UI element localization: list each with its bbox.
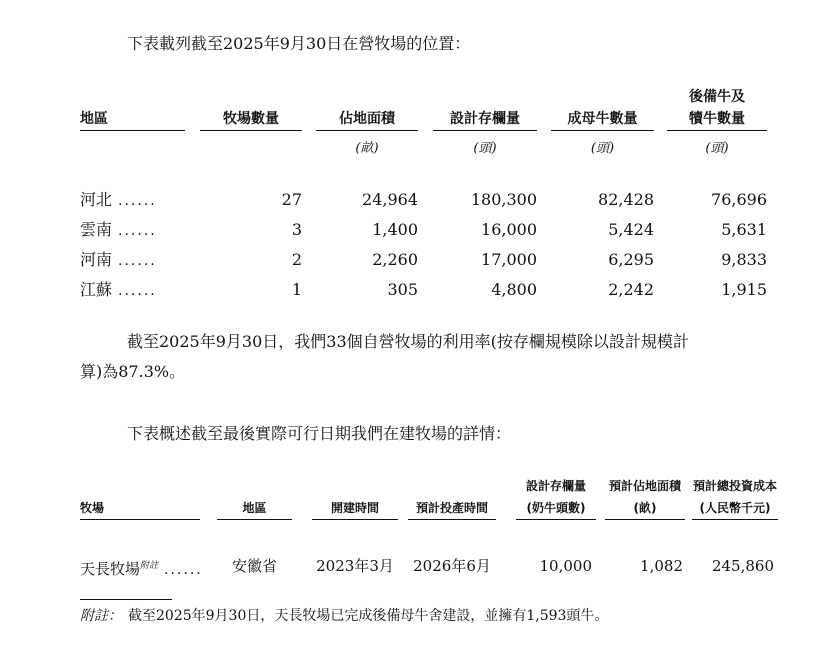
row-heifers: 9,833 bbox=[721, 250, 767, 269]
header-rule bbox=[667, 130, 767, 131]
header-rule bbox=[605, 519, 685, 520]
header-rule bbox=[516, 519, 596, 520]
header-rule bbox=[551, 130, 654, 131]
unit-heifers: (頭) bbox=[705, 141, 729, 156]
table-row bbox=[0, 245, 830, 275]
leader-dots: ...... bbox=[118, 253, 157, 269]
header-rule bbox=[80, 519, 200, 520]
row-region: 江蘇 bbox=[80, 280, 113, 299]
row-capacity: 16,000 bbox=[481, 220, 537, 239]
row-region: 河南 bbox=[80, 250, 113, 269]
header-area: 佔地面積 bbox=[339, 111, 395, 127]
row-area: 24,964 bbox=[362, 190, 418, 209]
footnote-text: 截至2025年9月30日，天長牧場已完成後備母牛舍建設，並擁有1,593頭牛。 bbox=[128, 608, 609, 624]
row-cows: 82,428 bbox=[598, 190, 654, 209]
header-operation: 預計投產時間 bbox=[415, 501, 488, 515]
header-farm-count: 牧場數量 bbox=[223, 111, 279, 127]
header-investment-line1: 預計總投資成本 bbox=[692, 479, 777, 493]
header-area-line2: (畝) bbox=[633, 501, 657, 515]
header-heifers-line2: 犢牛數量 bbox=[689, 111, 745, 127]
unit-cows: (頭) bbox=[590, 141, 615, 156]
header-start: 開建時間 bbox=[330, 501, 379, 515]
row-region: 安徽省 bbox=[231, 557, 277, 575]
table-row bbox=[80, 552, 203, 584]
header-farm: 牧場 bbox=[80, 501, 105, 515]
leader-dots: ...... bbox=[118, 283, 157, 299]
row-capacity: 10,000 bbox=[539, 557, 592, 575]
row-farm-count: 27 bbox=[281, 190, 302, 209]
row-cows: 2,242 bbox=[608, 280, 654, 299]
leader-dots: ...... bbox=[164, 562, 203, 578]
header-cows: 成母牛數量 bbox=[567, 111, 638, 127]
row-region: 雲南 bbox=[80, 220, 113, 239]
row-heifers: 5,631 bbox=[721, 220, 767, 239]
row-capacity: 180,300 bbox=[470, 190, 537, 209]
header-rule bbox=[408, 519, 496, 520]
header-rule bbox=[692, 519, 778, 520]
row-region: 河北 bbox=[80, 190, 113, 209]
row-cows: 5,424 bbox=[608, 220, 654, 239]
row-operation: 2026年6月 bbox=[413, 557, 491, 575]
utilization-line2: 算)為87.3%。 bbox=[80, 362, 186, 381]
intro-text: 下表載列截至2025年9月30日在營牧場的位置： bbox=[127, 34, 471, 53]
header-capacity-line2: (奶牛頭數) bbox=[526, 501, 586, 515]
row-farm: 天長牧場 bbox=[80, 560, 141, 578]
header-rule bbox=[200, 130, 302, 131]
unit-area: (畝) bbox=[355, 141, 379, 156]
header-capacity-line1: 設計存欄量 bbox=[525, 479, 586, 493]
header-heifers-line1: 後備牛及 bbox=[689, 89, 745, 105]
table-row bbox=[0, 185, 830, 215]
header-area-line1: 預計佔地面積 bbox=[608, 479, 681, 493]
unit-capacity: (頭) bbox=[473, 141, 497, 156]
utilization-line1: 截至2025年9月30日，我們33個自營牧場的利用率(按存欄規模除以設計規模計 bbox=[127, 332, 689, 351]
row-area: 1,400 bbox=[372, 220, 418, 239]
note-mark: 附註 bbox=[140, 561, 159, 571]
header-capacity: 設計存欄量 bbox=[450, 111, 520, 127]
header-rule bbox=[312, 519, 398, 520]
leader-dots: ...... bbox=[118, 193, 157, 209]
intro2-text: 下表概述截至最後實際可行日期我們在建牧場的詳情： bbox=[127, 424, 512, 443]
row-capacity: 17,000 bbox=[481, 250, 537, 269]
header-rule bbox=[80, 130, 185, 131]
row-cows: 6,295 bbox=[608, 250, 654, 269]
header-rule bbox=[217, 519, 292, 520]
row-area: 305 bbox=[387, 280, 418, 299]
header-region: 地區 bbox=[80, 111, 108, 127]
row-area: 1,082 bbox=[640, 557, 683, 575]
header-rule bbox=[433, 130, 537, 131]
footnote bbox=[80, 603, 608, 629]
row-start: 2023年3月 bbox=[316, 557, 394, 575]
table-row bbox=[0, 215, 830, 245]
row-farm-count: 1 bbox=[291, 280, 302, 299]
footnote-label: 附註： bbox=[80, 608, 122, 624]
header-region: 地區 bbox=[242, 501, 267, 515]
row-capacity: 4,800 bbox=[491, 280, 537, 299]
row-heifers: 1,915 bbox=[721, 280, 767, 299]
row-heifers: 76,696 bbox=[711, 190, 767, 209]
row-farm-count: 3 bbox=[291, 220, 302, 239]
header-rule bbox=[316, 130, 418, 131]
table-row bbox=[0, 275, 830, 305]
row-investment: 245,860 bbox=[711, 557, 774, 575]
row-farm-count: 2 bbox=[291, 250, 302, 269]
row-area: 2,260 bbox=[372, 250, 418, 269]
footnote-rule bbox=[80, 599, 172, 600]
header-investment-line2: (人民幣千元) bbox=[699, 501, 771, 515]
leader-dots: ...... bbox=[118, 223, 157, 239]
